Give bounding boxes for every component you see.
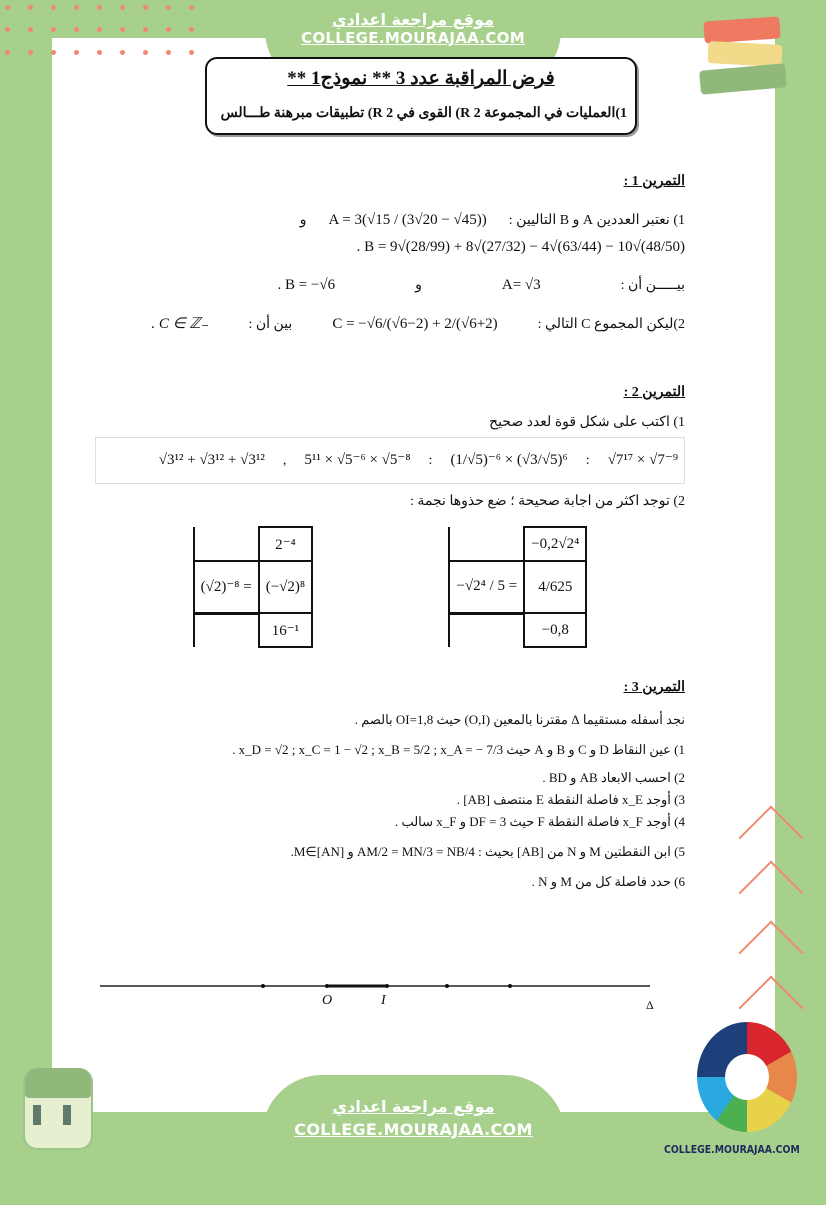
exercise-2-heading: التمرين 2 :	[623, 385, 685, 400]
logo-text: COLLEGE.MOURAJAA.COM	[664, 1143, 800, 1156]
ex3-item-row	[95, 790, 685, 810]
ex1-q1-row	[95, 210, 685, 257]
dot	[97, 5, 102, 10]
dot	[120, 50, 125, 55]
dot	[74, 50, 79, 55]
ex2-q1-text: 1) اكتب على شكل قوة لعدد صحيح	[489, 415, 685, 430]
dot	[5, 50, 10, 55]
power-expr-4: √3¹² + √3¹² + √3¹²	[158, 452, 265, 468]
expression-a: A = 3(√15 / (3√20 − √45))	[328, 212, 487, 228]
dot	[166, 50, 171, 55]
power-expr-2: (1/√5)⁻⁶ × (√3/√5)⁶	[450, 452, 568, 468]
exam-title: فرض المراقبة عدد 3 ** نموذج1 **	[287, 68, 555, 89]
dot	[5, 27, 10, 32]
dot	[51, 5, 56, 10]
unit-label: I	[381, 993, 386, 1008]
ex2-exprs-row	[102, 450, 678, 471]
exam-content	[95, 172, 685, 892]
answer-cell[interactable]: (−√2)⁸	[259, 561, 312, 613]
dot	[143, 27, 148, 32]
answer-cell[interactable]: 16⁻¹	[259, 613, 312, 647]
tick	[385, 984, 389, 988]
ex1-show2: بين أن :	[248, 317, 293, 332]
ex3-item-1: 1) عين النقاط D و C و B و A حيث x_D = √2 ; x_C = 1 − √2 ; x_B = 5/2 ; x_A = − 7/3 .	[232, 742, 685, 757]
a-result: A= √3	[501, 277, 541, 293]
dot	[189, 50, 194, 55]
ex2-q2-row	[95, 492, 685, 512]
ex3-intro-row	[95, 710, 685, 730]
separator: :	[585, 453, 590, 468]
ex3-item-6: 6) حدد فاصلة كل من M و N .	[531, 874, 685, 889]
power-expr-1: √7¹⁷ × √7⁻⁹	[607, 452, 678, 468]
ex3-item-5: 5) ابن النقطتين M و N من [AB] بحيث : AM/2 = MN/3 = NB/4 و M∈[AN].	[290, 844, 685, 859]
dot	[189, 5, 194, 10]
ex3-intro: نجد أسفله مستقيما Δ مقترنا بالمعين (O,I) حيث OI=1,8 بالصم .	[354, 712, 685, 727]
dot	[189, 27, 194, 32]
tick	[261, 984, 265, 988]
ex3-item-2: 2) احسب الابعاد AB و BD .	[542, 770, 685, 785]
mcq-tables	[95, 526, 685, 648]
books-icon	[700, 15, 790, 93]
site-name: موقع مراجعة اعدادي	[331, 10, 495, 29]
ex3-item-3: 3) أوجد x_E فاصلة النقطة E منتصف [AB] .	[456, 792, 685, 807]
dot	[120, 5, 125, 10]
dot	[166, 27, 171, 32]
expression-b: . B = 9√(28/99) + 8√(27/32) − 4√(63/44) − 10√(48/50)	[356, 239, 685, 255]
ex1-q1-text: 1) نعتبر العددين A و B التاليين :	[508, 213, 685, 228]
ex2-q2-text: 2) توجد اكثر من اجابة صحيحة ؛ ضع حذوها نجمة :	[410, 494, 685, 509]
dot	[143, 50, 148, 55]
site-name: موقع مراجعة اعدادي	[332, 1097, 495, 1116]
tick	[445, 984, 449, 988]
separator: :	[428, 453, 433, 468]
dot	[97, 50, 102, 55]
expression-c: C = −√6/(√6−2) + 2/(√6+2)	[332, 316, 498, 332]
answer-cell[interactable]: 4/625	[524, 561, 586, 613]
site-url[interactable]: COLLEGE.MOURAJAA.COM	[301, 29, 525, 47]
number-line	[95, 975, 665, 1020]
site-url[interactable]: COLLEGE.MOURAJAA.COM	[294, 1120, 533, 1139]
ex3-item-row	[95, 872, 685, 892]
exercise-3-heading: التمرين 3 :	[623, 680, 685, 695]
origin-label: O	[322, 993, 333, 1008]
and-word-2: و	[415, 278, 422, 293]
dot	[74, 5, 79, 10]
footer-banner	[262, 1075, 565, 1205]
ex3-item-row	[95, 812, 685, 832]
ex1-show-text: بيـــــن أن :	[620, 278, 685, 293]
mcq-table-1	[193, 526, 314, 648]
dot	[97, 27, 102, 32]
answer-cell[interactable]: 2⁻⁴	[259, 527, 312, 561]
tick	[508, 984, 512, 988]
exercise-1-heading: التمرين 1 :	[623, 174, 685, 189]
dot	[28, 5, 33, 10]
backpack-icon	[15, 1060, 110, 1152]
dot	[5, 5, 10, 10]
site-logo-icon	[697, 1022, 797, 1132]
ex2-q1-row	[95, 413, 685, 433]
b-result: . B = −√6	[277, 277, 336, 293]
dot	[166, 5, 171, 10]
exam-topics: 1)العمليات في المجموعة R 2) القوى في R 2) تطبيقات مبرهنة طـــالس	[220, 106, 627, 121]
dot	[120, 27, 125, 32]
mcq-table-2	[448, 526, 587, 648]
exam-title-box	[205, 57, 637, 135]
separator: ,	[282, 453, 287, 468]
ex1-q2-text: 2)ليكن المجموع C التالي :	[537, 317, 685, 332]
c-result: . C ∈ ℤ₋	[151, 316, 209, 332]
ex3-item-row	[95, 740, 685, 760]
dot	[28, 50, 33, 55]
dot	[51, 27, 56, 32]
dot	[143, 5, 148, 10]
ex3-item-row	[95, 842, 685, 862]
answer-cell[interactable]: −0,8	[524, 613, 586, 647]
ex1-q2-row	[95, 314, 685, 335]
faint-table-bg	[95, 437, 685, 484]
tick	[325, 984, 329, 988]
question-cell: (√2)⁻⁸ =	[194, 561, 259, 613]
ex3-item-row	[95, 768, 685, 788]
dot	[74, 27, 79, 32]
and-word: و	[299, 213, 307, 228]
ex1-show-row	[95, 275, 685, 296]
dot	[51, 50, 56, 55]
question-cell: −√2⁴ / 5 =	[449, 561, 524, 613]
line-label: Δ	[646, 998, 654, 1012]
answer-cell[interactable]: −0,2√2⁴	[524, 527, 586, 561]
dot	[28, 27, 33, 32]
ex3-item-4: 4) أوجد x_F فاصلة النقطة F حيث DF = 3 و x_F سالب .	[394, 814, 685, 829]
power-expr-3: 5¹¹ × √5⁻⁶ × √5⁻⁸	[304, 452, 411, 468]
